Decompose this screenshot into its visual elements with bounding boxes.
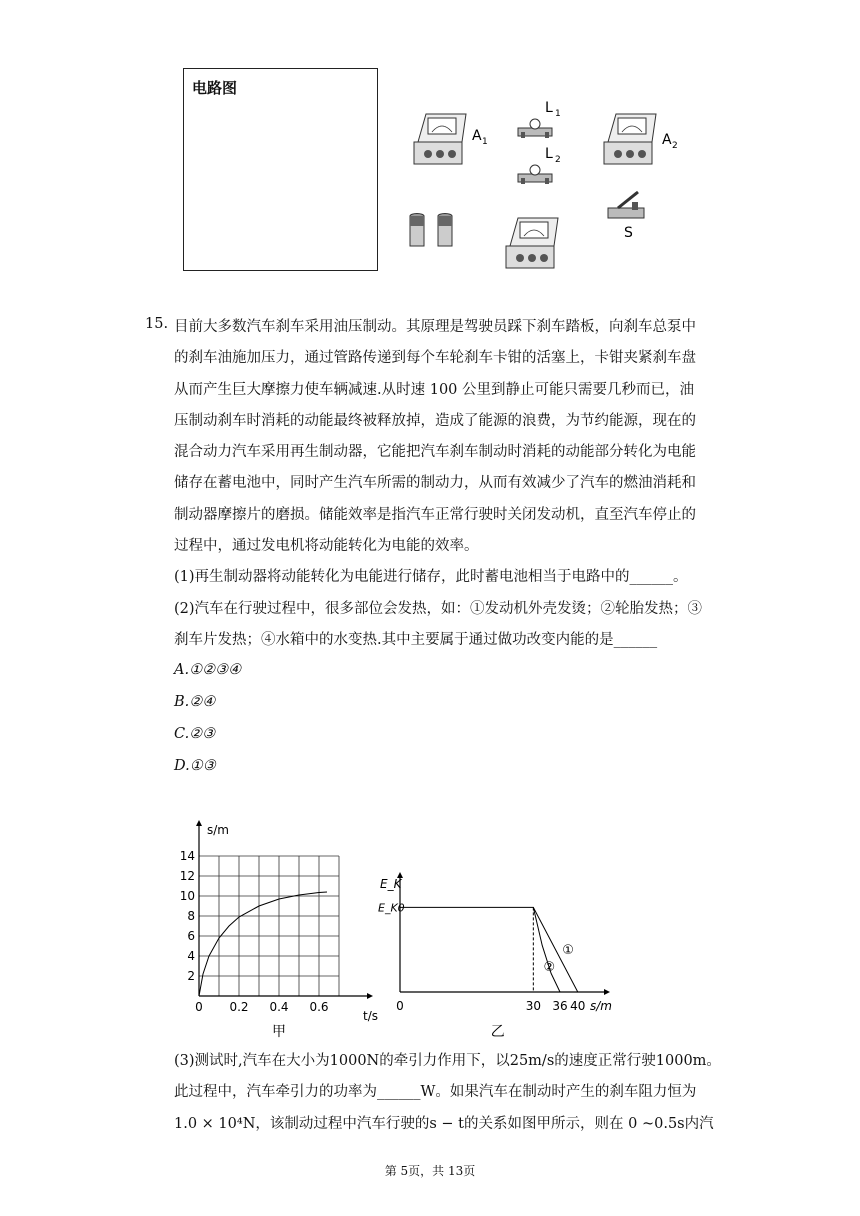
- option-c: C.②③: [174, 726, 216, 742]
- x-tick-label: 36: [552, 999, 568, 1013]
- x-axis-label: s/m: [590, 999, 612, 1013]
- x-axis-label: t/s: [363, 1009, 378, 1023]
- y-tick-label: 14: [179, 849, 195, 863]
- battery-icon: [410, 214, 452, 247]
- y-tick-label: 8: [187, 909, 195, 923]
- chart-yi: [370, 862, 630, 1042]
- bulb-l2-label: L: [545, 146, 553, 162]
- ammeter-a1-label: A: [472, 128, 482, 144]
- svg-text:1: 1: [555, 109, 561, 119]
- part3-body: [174, 1046, 734, 1140]
- question-line: 的刹车油施加压力，通过管路传递到每个车轮刹车卡钳的活塞上，卡钳夹紧刹车盘: [174, 350, 696, 367]
- x-tick-label: 0.4: [269, 1000, 289, 1014]
- question-line: (1)再生制动器将动能转化为电能进行储存，此时蓄电池相当于电路中的______。: [174, 569, 688, 586]
- y-axis-label: s/m: [207, 823, 229, 837]
- circuit-components: [400, 100, 700, 280]
- x-tick-label: 0.2: [229, 1000, 249, 1014]
- y-tick-label: 6: [187, 929, 195, 943]
- option-b: B.②④: [174, 694, 216, 710]
- y-axis-arrow: [196, 820, 202, 826]
- option-a: A.①②③④: [174, 662, 242, 678]
- option-d: D.①③: [174, 758, 216, 774]
- x-tick-label: 40: [570, 999, 586, 1013]
- x-tick-label: 0: [396, 999, 404, 1013]
- meter-icon: [506, 218, 558, 268]
- y-tick-label: E_K0: [378, 901, 405, 915]
- chart-caption: 乙: [490, 1024, 505, 1040]
- series-label: ①: [562, 942, 574, 958]
- question-line: 制动器摩擦片的磨损。储能效率是指汽车正常行驶时关闭发动机，直至汽车停止的: [174, 506, 696, 523]
- switch-s-label: S: [624, 225, 633, 241]
- bulb-l2-icon: [518, 165, 552, 184]
- question-line: 从而产生巨大摩擦力使车辆减速.从时速 100 公里到静止可能只需要几秒而已，油: [174, 381, 695, 398]
- ammeter-a2-label: A: [662, 132, 672, 148]
- question-number: 15.: [145, 316, 169, 332]
- switch-s-icon: [608, 192, 644, 218]
- series-line: [199, 892, 327, 996]
- question-line: 压制动刹车时消耗的动能最终被释放掉，造成了能源的浪费，为节约能源，现在的: [174, 412, 696, 429]
- question-line: 此过程中，汽车牵引力的功率为______W。如果汽车在制动时产生的刹车阻力恒为: [174, 1084, 697, 1101]
- page-footer: 第 5页，共 13页: [384, 1164, 476, 1178]
- x-tick-label: 30: [525, 999, 541, 1013]
- y-tick-label: 4: [187, 949, 195, 963]
- bulb-l1-label: L: [545, 100, 553, 116]
- question-line: 刹车片发热；④水箱中的水变热.其中主要属于通过做功改变内能的是______: [174, 631, 658, 648]
- x-axis-arrow: [604, 989, 610, 995]
- series-label: ②: [543, 959, 556, 975]
- ammeter-a2-icon: [604, 114, 656, 164]
- circuit-box-label: 电路图: [192, 79, 238, 97]
- svg-text:1: 1: [482, 137, 488, 147]
- question-line: 目前大多数汽车刹车采用油压制动。其原理是驾驶员踩下刹车踏板，向刹车总泵中: [174, 319, 696, 335]
- y-tick-label: 10: [179, 889, 195, 903]
- y-axis-label: E_K: [380, 877, 402, 891]
- question-body: [174, 312, 734, 656]
- question-line: 储存在蓄电池中，同时产生汽车所需的制动力，从而有效减少了汽车的燃油消耗和: [174, 475, 696, 492]
- y-tick-label: 12: [179, 869, 195, 883]
- x-tick-label: 0: [195, 1000, 203, 1014]
- x-tick-label: 0.6: [309, 1000, 329, 1014]
- question-line: (2)汽车在行驶过程中，很多部位会发热，如：①发动机外壳发烫；②轮胎发热；③: [174, 600, 703, 617]
- question-line: (3)测试时,汽车在大小为1000N的牵引力作用下，以25m/s的速度正常行驶1000m。: [174, 1053, 721, 1069]
- chart-jia: [175, 818, 378, 1043]
- question-line: 混合动力汽车采用再生制动器，它能把汽车刹车制动时消耗的动能部分转化为电能: [174, 444, 696, 461]
- question-line: 过程中，通过发电机将动能转化为电能的效率。: [174, 538, 479, 555]
- circuit-diagram-box: [183, 68, 378, 271]
- chart-caption: 甲: [272, 1024, 286, 1040]
- svg-text:2: 2: [555, 155, 561, 165]
- y-tick-label: 2: [187, 969, 195, 983]
- series-line: [400, 907, 578, 992]
- bulb-l1-icon: [518, 119, 552, 138]
- ammeter-a1-icon: [414, 114, 466, 164]
- svg-text:2: 2: [672, 141, 678, 151]
- question-line: 1.0 × 10⁴N，该制动过程中汽车行驶的s − t的关系如图甲所示，则在 0 ~0.5s内汽: [174, 1115, 714, 1132]
